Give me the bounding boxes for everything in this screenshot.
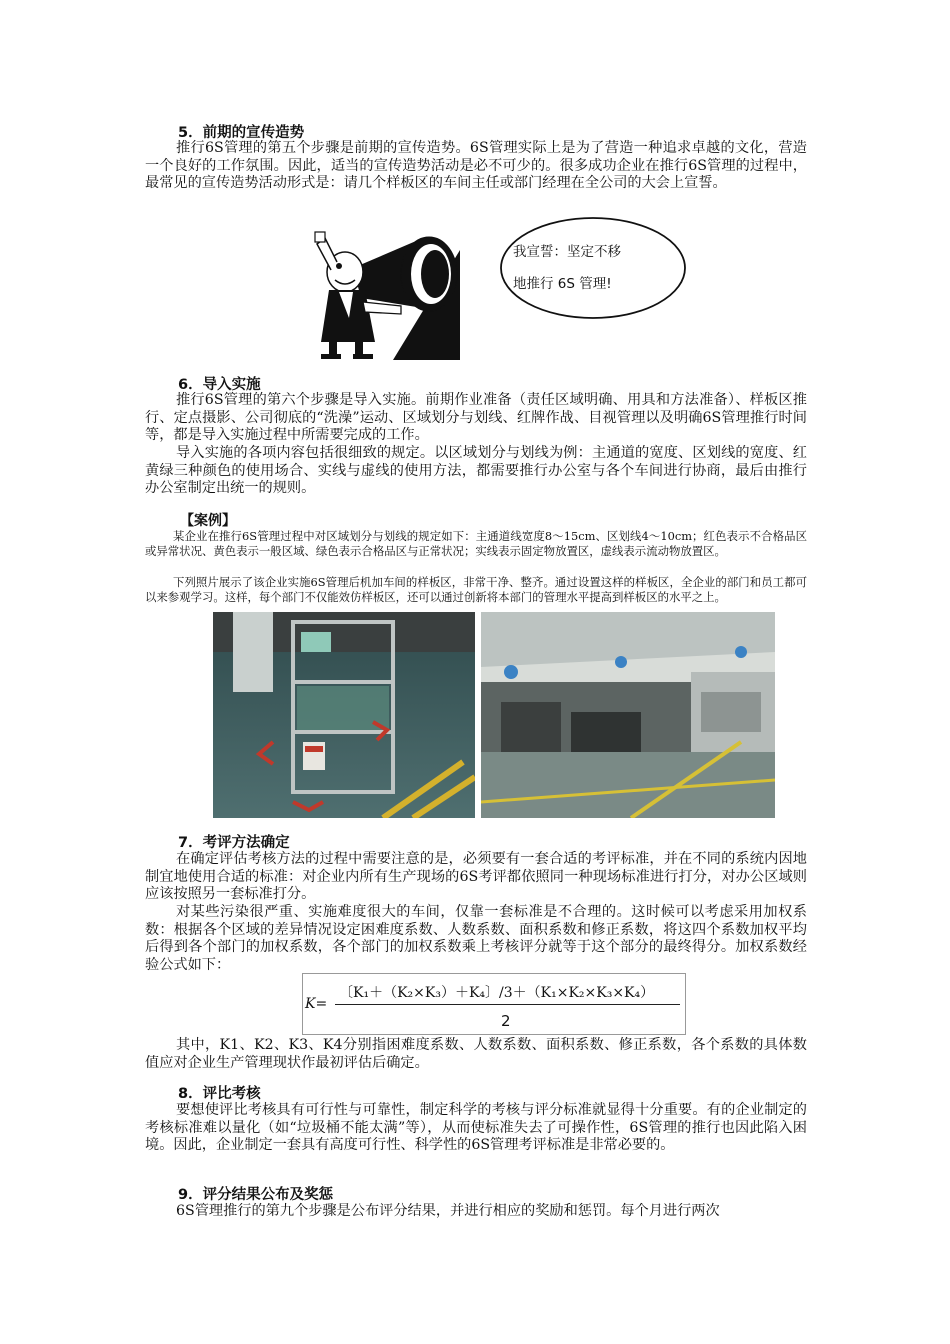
section-6-heading: 6．导入实施: [178, 377, 261, 393]
workshop-shelf-photo-drawing: [213, 612, 475, 818]
section-7-paragraph-1: 在确定评估考核方法的过程中需要注意的是，必须要有一套合适的考评标准，并在不同的系统内因地制宜地使用合适的标准：对企业内所有生产现场的6S考评都依照同一种现场标准进行打分，对办公区域则应该按照另一套标准打分。: [145, 851, 807, 903]
machining-workshop-photo: [481, 612, 775, 818]
cartoon-drawing: [305, 210, 690, 360]
formula-numerator: 〔K₁＋（K₂×K₃）＋K₄〕/3＋（K₁×K₂×K₃×K₄）: [339, 985, 655, 1001]
formula-denominator: 2: [501, 1012, 511, 1030]
section-9-heading: 9．评分结果公布及奖惩: [178, 1187, 334, 1203]
section-9-paragraph: 6S管理推行的第九个步骤是公布评分结果，并进行相应的奖励和惩罚。每个月进行两次: [176, 1203, 720, 1219]
case-title: 【案例】: [180, 513, 236, 529]
fraction-bar: [335, 1004, 680, 1005]
section-6-paragraph-1: 推行6S管理的第六个步骤是导入实施。前期作业准备（责任区域明确、用具和方法准备）、样板区推行、定点摄影、公司彻底的“洗澡”运动、区域划分与划线、红牌作战、目视管理以及明确6S管理推行时间等，都是导入实施过程中所需要完成的工作。: [145, 392, 807, 444]
workshop-shelf-photo: [213, 612, 475, 818]
section-8-paragraph: 要想使评比考核具有可行性与可靠性，制定科学的考核与评分标准就显得十分重要。有的企业制定的考核标准难以量化（如“垃圾桶不能太满”等），从而使标准失去了可操作性，6S管理的推行也因此陷入困境。因此，企业制定一套具有高度可行性、科学性的6S管理考评标准是非常必要的。: [145, 1102, 807, 1154]
speech-bubble-line-2: 地推行 6S 管理!: [513, 276, 612, 292]
weighted-coefficient-formula: [302, 973, 686, 1035]
section-7-heading: 7．考评方法确定: [178, 835, 290, 851]
formula-lhs: K=: [305, 996, 328, 1012]
machining-workshop-photo-drawing: [481, 612, 775, 818]
section-5-paragraph: 推行6S管理的第五个步骤是前期的宣传造势。6S管理实际上是为了营造一种追求卓越的文化，营造一个良好的工作氛围。因此，适当的宣传造势活动是必不可少的。很多成功企业在推行6S管理的过程中，最常见的宣传造势活动形式是：请几个样板区的车间主任或部门经理在全公司的大会上宣誓。: [145, 140, 807, 192]
section-7-paragraph-2: 对某些污染很严重、实施难度很大的车间，仅靠一套标准是不合理的。这时候可以考虑采用加权系数：根据各个区域的差异情况设定困难度系数、人数系数、面积系数和修正系数，将这四个系数加权平均后得到各个部门的加权系数，各个部门的加权系数乘上考核评分就等于这个部分的最终得分。加权系数经验公式如下：: [145, 904, 807, 973]
section-5-heading: 5．前期的宣传造势: [178, 125, 305, 141]
megaphone-speaker-illustration: [305, 210, 690, 360]
section-7-paragraph-3: 其中，K1、K2、K3、K4分别指困难度系数、人数系数、面积系数、修正系数，各个系数的具体数值应对企业生产管理现状作最初评估后确定。: [145, 1037, 807, 1071]
speech-bubble-line-1: 我宣誓：坚定不移: [513, 244, 621, 260]
case-paragraph-1: 某企业在推行6S管理过程中对区域划分与划线的规定如下：主通道线宽度8～15cm、区划线4～10cm；红色表示不合格品区或异常状况、黄色表示一般区域、绿色表示合格品区与正常状况；实线表示固定物放置区，虚线表示流动物放置区。: [145, 529, 807, 559]
section-6-paragraph-2: 导入实施的各项内容包括很细致的规定。以区域划分与划线为例：主通道的宽度、区划线的宽度、红黄绿三种颜色的使用场合、实线与虚线的使用方法，都需要推行办公室与各个车间进行协商，最后由推行办公室制定出统一的规则。: [145, 445, 807, 497]
case-paragraph-2: 下列照片展示了该企业实施6S管理后机加车间的样板区，非常干净、整齐。通过设置这样的样板区，全企业的部门和员工都可以来参观学习。这样，每个部门不仅能效仿样板区，还可以通过创新将本部门的管理水平提高到样板区的水平之上。: [145, 575, 807, 605]
section-8-heading: 8．评比考核: [178, 1086, 261, 1102]
